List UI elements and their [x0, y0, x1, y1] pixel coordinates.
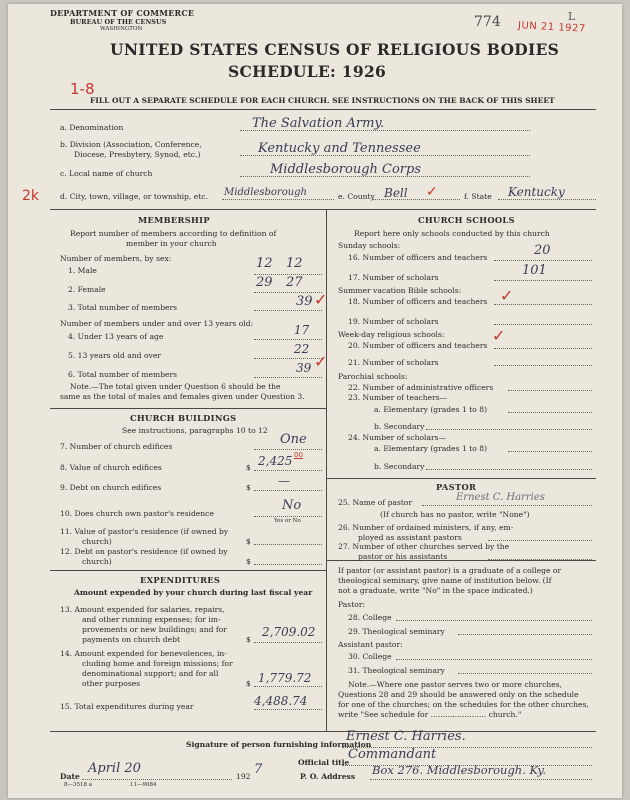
pastor-subheading: Pastor:	[338, 600, 366, 609]
city-town-label: d. City, town, village, or township, etc.	[60, 192, 208, 201]
q13-value[interactable]: 2,709.02	[262, 625, 316, 639]
q7-edifices-value[interactable]: One	[280, 432, 307, 447]
graduate-instruction: If pastor (or assistant pastor) is a graduate of a college or	[338, 566, 562, 575]
q13-label-4: payments on church debt	[82, 635, 180, 644]
red-annotation-1-8: 1-8	[70, 80, 95, 98]
assistant-pastor-subheading: Assistant pastor:	[338, 640, 403, 649]
graduate-instruction-2: theological seminary, give name of institution below. (If	[338, 576, 552, 585]
city-label: WASHINGTON	[100, 26, 143, 32]
q14-label-3: denominational support; and for all	[82, 669, 219, 678]
q1-male-value[interactable]: 12	[256, 256, 273, 271]
q10-residence-value[interactable]: No	[282, 498, 302, 513]
po-address-label: P. O. Address	[300, 772, 356, 781]
q1-male-label: 1. Male	[68, 266, 97, 275]
q5-13-over-value[interactable]: 22	[294, 342, 310, 356]
membership-section-title: MEMBERSHIP	[138, 215, 210, 225]
q8-value[interactable]: 2,425	[258, 454, 293, 468]
parochial-schools-label: Parochial schools:	[338, 372, 408, 381]
q9-debt-value[interactable]: —	[278, 474, 290, 488]
county-value[interactable]: Bell	[384, 186, 408, 200]
members-by-age-label: Number of members under and over 13 years old:	[60, 319, 254, 328]
q30-label: 30. College	[348, 652, 392, 661]
q15-total-label: 15. Total expenditures during year	[60, 702, 194, 711]
buildings-section-title: CHURCH BUILDINGS	[130, 413, 237, 423]
form-code-2: 11—9084	[130, 782, 157, 788]
q24b-label: b. Secondary	[374, 462, 425, 471]
q27-label-2: pastor or his assistants	[358, 552, 448, 561]
year-prefix: 192	[236, 772, 251, 781]
members-by-sex-label: Number of members, by sex:	[60, 254, 172, 263]
q14-label-2: cluding home and foreign missions; for	[82, 659, 233, 668]
census-schedule-sheet	[8, 4, 622, 798]
pastor-note-2: Questions 28 and 29 should be answered only on the schedule	[338, 690, 579, 699]
division-label-2: Diocese, Presbytery, Synod, etc.)	[74, 150, 201, 159]
q20-label: 20. Number of officers and teachers	[348, 341, 488, 350]
separate-schedule-instruction: FILL OUT A SEPARATE SCHEDULE FOR EACH CHURCH. SEE INSTRUCTIONS ON THE BACK OF THIS SHEET	[90, 96, 555, 105]
local-name-value[interactable]: Middlesborough Corps	[270, 162, 422, 177]
membership-note-2: same as the total of males and females given under Question 3.	[60, 392, 305, 401]
q13-label-2: and other running expenses; for im-	[82, 615, 221, 624]
q12-residence-debt-label-2: church)	[82, 557, 112, 566]
division-value[interactable]: Kentucky and Tennessee	[258, 141, 421, 156]
q13-dollar-sign: $	[246, 635, 251, 644]
county-label: e. County	[338, 192, 375, 201]
form-code: 8—3518 a	[64, 782, 93, 788]
expenditures-intro: Amount expended by your church during last fiscal year	[74, 588, 313, 597]
q14-label: 14. Amount expended for benevolences, in-	[60, 649, 227, 658]
form-subtitle: SCHEDULE: 1926	[228, 62, 387, 81]
division-label: b. Division (Association, Conference,	[60, 140, 202, 149]
city-town-value[interactable]: Middlesborough	[224, 187, 307, 198]
q26-label-2: ployed as assistant pastors	[358, 533, 462, 542]
pastor-note: Note.—Where one pastor serves two or more churches,	[348, 680, 563, 689]
q18-label: 18. Number of officers and teachers	[348, 297, 488, 306]
q24-label: 24. Number of scholars—	[348, 433, 447, 442]
q7-edifices-label: 7. Number of church edifices	[60, 442, 173, 451]
q16-label: 16. Number of officers and teachers	[348, 253, 488, 262]
q11-dollar-sign: $	[246, 537, 251, 546]
q5-13-over-label: 5. 13 years old and over	[68, 351, 161, 360]
q14-value[interactable]: 1,779.72	[258, 671, 312, 685]
official-title-value[interactable]: Commandant	[348, 747, 437, 762]
signature-value[interactable]: Ernest C. Harries.	[346, 729, 466, 744]
q8-value-label: 8. Value of church edifices	[60, 463, 162, 472]
red-check-q18: ✓	[500, 286, 514, 305]
schools-section-title: CHURCH SCHOOLS	[418, 215, 515, 225]
q11-residence-value-label-2: church)	[82, 537, 112, 546]
q14-dollar-sign: $	[246, 679, 251, 688]
red-check-q6: ✓	[314, 352, 328, 371]
q8-dollar-sign: $	[246, 463, 251, 472]
sunday-schools-label: Sunday schools:	[338, 241, 401, 250]
q6-total-value[interactable]: 39	[296, 361, 312, 375]
pastor-note-4: write "See schedule for ....................... church."	[338, 710, 522, 719]
q12-residence-debt-label: 12. Debt on pastor's residence (if owned by	[60, 547, 228, 556]
date-value[interactable]: April 20	[88, 761, 141, 776]
state-value[interactable]: Kentucky	[508, 185, 565, 199]
q25-label: 25. Name of pastor	[338, 498, 413, 507]
q16-value[interactable]: 20	[534, 243, 551, 258]
q21-label: 21. Number of scholars	[348, 358, 439, 367]
q31-label: 31. Theological seminary	[348, 666, 445, 675]
denomination-label: a. Denomination	[60, 123, 124, 132]
q12-dollar-sign: $	[246, 557, 251, 566]
state-label: f. State	[464, 192, 492, 201]
q17-value[interactable]: 101	[522, 263, 547, 278]
weekday-schools-label: Week-day religious schools:	[338, 330, 445, 339]
q25-note: (If church has no pastor, write "None")	[380, 510, 530, 519]
q1-male-value-corrected[interactable]: 12	[286, 256, 303, 271]
pastor-note-3: for one of the churches; on the schedules for the other churches,	[338, 700, 589, 709]
membership-note: Note.—The total given under Question 6 should be the	[70, 382, 281, 391]
corner-mark: L	[568, 10, 576, 23]
q13-label-3: provements or new buildings; and for	[82, 625, 227, 634]
q27-label: 27. Number of other churches served by the	[338, 542, 510, 551]
stamp-number: 774	[474, 14, 501, 30]
local-name-label: c. Local name of church	[60, 169, 153, 178]
q8-cents: 00	[294, 451, 303, 459]
red-check-q3: ✓	[314, 290, 328, 309]
bureau-label: BUREAU OF THE CENSUS	[70, 18, 167, 26]
denomination-value[interactable]: The Salvation Army.	[252, 116, 385, 131]
pastor-section-title: PASTOR	[436, 482, 477, 492]
yes-no-hint: Yes or No	[274, 518, 301, 524]
q19-label: 19. Number of scholars	[348, 317, 439, 326]
q28-label: 28. College	[348, 613, 392, 622]
q3-total-value[interactable]: 39	[296, 294, 313, 309]
q6-total-label: 6. Total number of members	[68, 370, 178, 379]
q9-dollar-sign: $	[246, 483, 251, 492]
q11-residence-value-label: 11. Value of pastor's residence (if owned by	[60, 527, 229, 536]
year-value[interactable]: 7	[254, 762, 263, 777]
red-check-q20: ✓	[492, 326, 506, 345]
date-label: Date	[60, 772, 80, 781]
q23-label: 23. Number of teachers—	[348, 393, 448, 402]
graduate-instruction-3: not a graduate, write "No" in the space indicated.)	[338, 586, 533, 595]
signature-label: Signature of person furnishing information	[186, 740, 372, 749]
q25-pastor-name[interactable]: Ernest C. Harries	[456, 492, 545, 503]
q10-residence-label: 10. Does church own pastor's residence	[60, 509, 214, 518]
q9-debt-label: 9. Debt on church edifices	[60, 483, 162, 492]
q2-female-value-corrected[interactable]: 27	[286, 275, 303, 290]
membership-intro: Report number of members according to definition of	[70, 229, 277, 238]
q3-total-label: 3. Total number of members	[68, 303, 178, 312]
q4-under-13-value[interactable]: 17	[294, 323, 310, 337]
q4-under-13-label: 4. Under 13 years of age	[68, 332, 164, 341]
expenditures-section-title: EXPENDITURES	[140, 575, 221, 585]
po-address-value[interactable]: Box 276. Middlesborough. Ky.	[372, 763, 547, 777]
red-margin-mark: 2k	[22, 188, 40, 204]
q15-total-value[interactable]: 4,488.74	[254, 694, 308, 708]
department-label: DEPARTMENT OF COMMERCE	[50, 8, 195, 18]
form-title: UNITED STATES CENSUS OF RELIGIOUS BODIES	[110, 40, 560, 59]
received-date-stamp: JUN 21 1927	[517, 20, 587, 35]
q14-label-4: other purposes	[82, 679, 141, 688]
q23b-label: b. Secondary	[374, 422, 425, 431]
membership-intro-2: member in your church	[126, 239, 217, 248]
buildings-intro: See instructions, paragraphs 10 to 12	[122, 426, 268, 435]
official-title-label: Official title	[298, 758, 350, 767]
q2-female-value[interactable]: 29	[256, 275, 273, 290]
q17-label: 17. Number of scholars	[348, 273, 439, 282]
schools-intro: Report here only schools conducted by this church	[354, 229, 550, 238]
q26-label: 26. Number of ordained ministers, if any, em-	[338, 523, 514, 532]
q23a-label: a. Elementary (grades 1 to 8)	[374, 405, 488, 414]
q13-label: 13. Amount expended for salaries, repairs,	[60, 605, 225, 614]
q2-female-label: 2. Female	[68, 285, 106, 294]
red-check-county: ✓	[426, 184, 438, 200]
q22-label: 22. Number of administrative officers	[348, 383, 494, 392]
q29-label: 29. Theological seminary	[348, 627, 445, 636]
summer-schools-label: Summer vacation Bible schools:	[338, 286, 462, 295]
q24a-label: a. Elementary (grades 1 to 8)	[374, 444, 488, 453]
